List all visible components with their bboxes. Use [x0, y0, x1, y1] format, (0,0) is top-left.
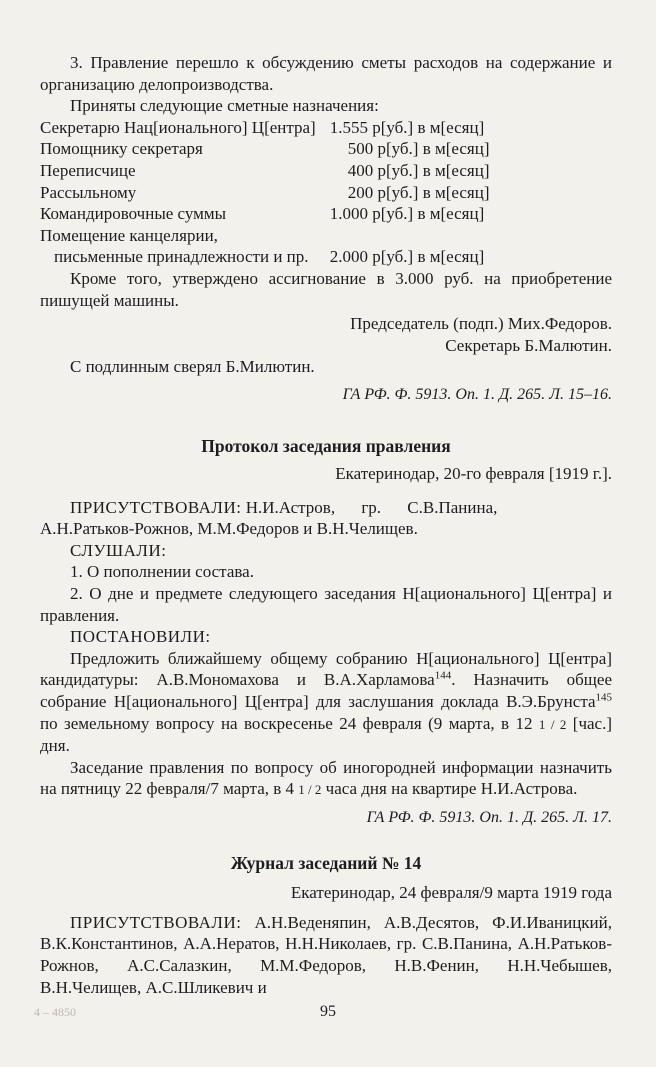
- place-date: Екатеринодар, 24 февраля/9 марта 1919 года: [290, 883, 612, 903]
- budget-item: Помещение канцелярии,: [40, 225, 218, 245]
- budget-row: [40, 203, 490, 225]
- document-page: [40, 52, 612, 998]
- budget-item: Рассыльному: [40, 182, 137, 202]
- para-estimate: 3. Правление перешло к обсуждению сметы расходов на содержание и организацию делопроизводства.: [40, 53, 612, 94]
- verified-note: С подлинным сверял Б.Милютин.: [70, 357, 315, 377]
- resolved-item: [40, 648, 612, 757]
- budget-amount: 2.000 р[уб.] в м[есяц]: [329, 247, 485, 267]
- resolved-text: Предложить ближайшему общему собранию Н[ационального] Ц[ентра] кандидатуры: А.В.Мономахова и В.А.Харламова: [40, 648, 612, 690]
- budget-row: [40, 117, 490, 139]
- signature-chair: Председатель (подп.) Мих.Федоров.: [350, 314, 612, 334]
- page-number: 95: [320, 1003, 336, 1020]
- budget-amount: 200 р[уб.] в м[есяц]: [347, 182, 490, 202]
- budget-row: [40, 160, 490, 182]
- resolved-text: часа дня на квартире Н.И.Астрова.: [321, 779, 578, 799]
- present-list: [40, 497, 612, 519]
- budget-amount: 400 р[уб.] в м[есяц]: [347, 160, 490, 180]
- resolved-text: . Назначить общее собрание Н[ационального] Ц[ентра] для заслушания доклада В.Э.Брунста: [40, 670, 612, 712]
- budget-row: [40, 138, 490, 160]
- budget-amount: 1.000 р[уб.] в м[есяц]: [329, 204, 485, 224]
- heard-item: 1. О пополнении состава.: [70, 562, 254, 582]
- para-budget-intro: Приняты следующие сметные назначения:: [70, 96, 379, 116]
- resolved-label: ПОСТАНОВИЛИ:: [70, 627, 211, 647]
- present-list: [40, 912, 612, 998]
- budget-row: [40, 246, 490, 268]
- footnote-ref: 145: [595, 691, 612, 704]
- heading-protocol: Протокол заседания правления: [201, 435, 451, 456]
- fraction: 1 / 2: [538, 716, 567, 732]
- heard-label: СЛУШАЛИ:: [70, 540, 167, 560]
- present-label: ПРИСУТСТВОВАЛИ:: [70, 497, 242, 517]
- resolved-text: [час.] дня.: [40, 713, 612, 756]
- heard-item: 2. О дне и предмете следующего заседания Н[ационального] Ц[ентра] и правления.: [40, 584, 612, 625]
- budget-item: письменные принадлежности и пр.: [54, 247, 309, 267]
- present-names-cont: А.Н.Ратьков-Рожнов, М.М.Федоров и В.Н.Челищев.: [40, 519, 418, 539]
- para-typewriter: Кроме того, утверждено ассигнование в 3.000 руб. на приобретение пишущей машины.: [40, 268, 612, 310]
- present-names: А.Н.Веденяпин, А.В.Десятов, Ф.И.Иваницкий, В.К.Константинов, А.А.Нератов, Н.Н.Николаев, гр. С.В.Панина, А.Н.Ратьков-Рожнов, А.С.Салазкин, М.М.Федоров, Н.В.Фенин, Н.Н.Чебышев, В.Н.Челищев, А.С.Шликевич и: [40, 912, 612, 997]
- heading-journal: Журнал заседаний № 14: [230, 852, 422, 873]
- footnote-ref: 144: [434, 669, 452, 682]
- budget-amount: 500 р[уб.] в м[есяц]: [347, 139, 490, 159]
- budget-table: [40, 117, 490, 268]
- budget-item: Командировочные суммы: [40, 204, 227, 224]
- budget-row: [40, 225, 490, 247]
- signature-secretary: Секретарь Б.Малютин.: [445, 335, 612, 355]
- budget-item: Секретарю Нац[ионального] Ц[ентра]: [40, 117, 316, 137]
- place-date: Екатеринодар, 20-го февраля [1919 г.].: [335, 464, 612, 484]
- resolved-text: по земельному вопросу на воскресенье 24 февраля (9 марта, в 12: [40, 713, 539, 733]
- fraction: 1 / 2: [298, 782, 322, 798]
- present-label: ПРИСУТСТВОВАЛИ:: [70, 912, 242, 932]
- budget-item: Переписчице: [40, 160, 136, 180]
- budget-amount: 1.555 р[уб.] в м[есяц]: [329, 117, 485, 137]
- sheet-mark: 4 – 4850: [34, 1005, 76, 1019]
- budget-row: [40, 182, 490, 204]
- present-names: Н.И.Астров, гр. С.В.Панина,: [245, 497, 498, 517]
- resolved-item: [40, 757, 612, 801]
- budget-item: Помощнику секретаря: [40, 139, 203, 159]
- archive-source: ГА РФ. Ф. 5913. Оп. 1. Д. 265. Л. 15–16.: [342, 385, 612, 403]
- resolved-text: Заседание правления по вопросу об иногородней информации назначить на пятницу 22 февраля/7 марта, в 4: [40, 757, 612, 799]
- archive-source: ГА РФ. Ф. 5913. Оп. 1. Д. 265. Л. 17.: [366, 809, 612, 826]
